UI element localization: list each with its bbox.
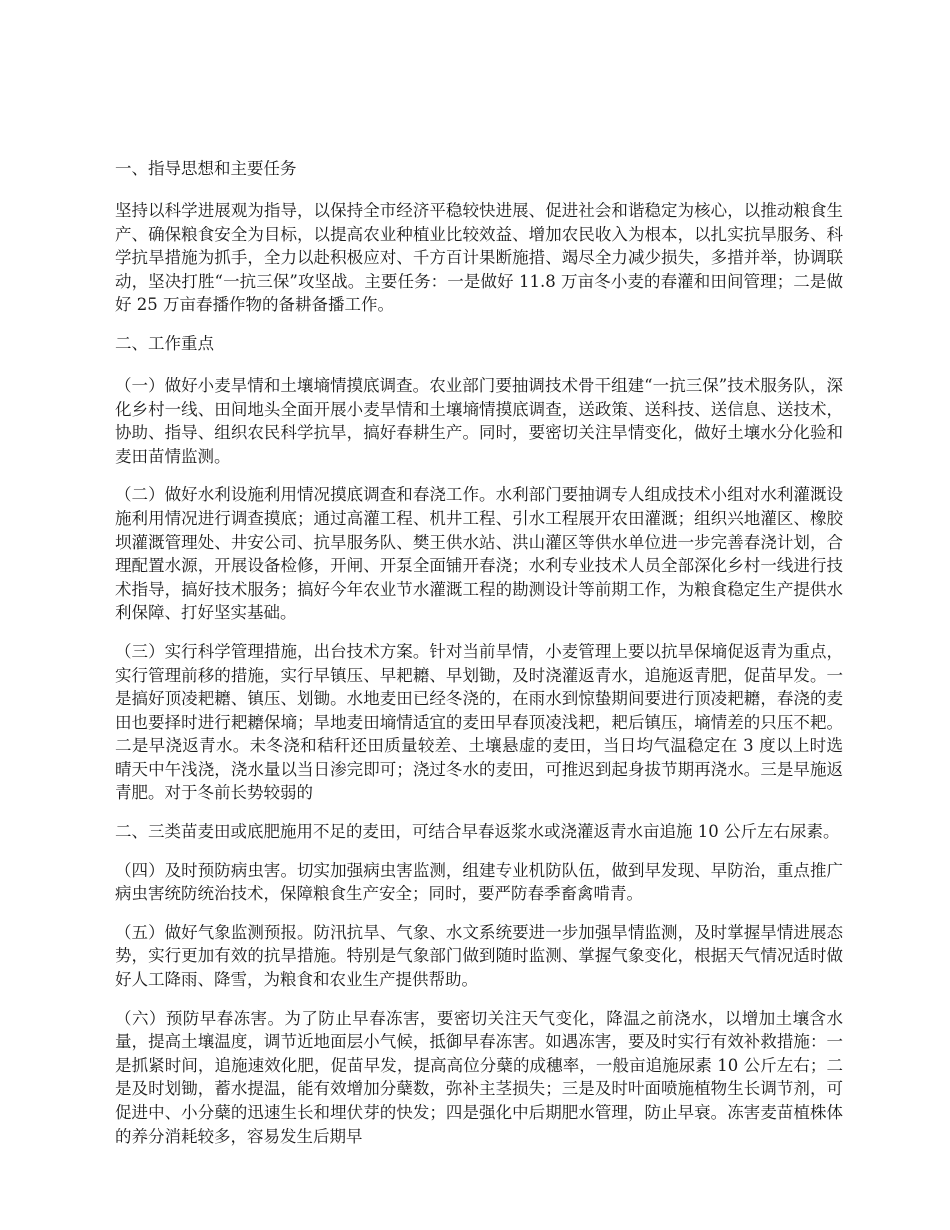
- paragraph-fertilizer-supplement: 二、三类苗麦田或底肥施用不足的麦田，可结合早春返浆水或浇灌返青水亩追施 10 公斤左右尿素。: [115, 822, 840, 842]
- section-heading-work-focus: 二、工作重点: [115, 333, 214, 353]
- paragraph-weather-monitoring: （五）做好气象监测预报。防汛抗旱、气象、水文系统要进一步加强旱情监测，及时掌握旱情进展态势，实行更加有效的抗旱措施。特别是气象部门做到随时监测、掌握气象变化，根据天气情况适时做好人工降雨、降雪，为粮食和农业生产提供帮助。: [115, 922, 843, 990]
- paragraph-wheat-drought-survey: （一）做好小麦旱情和土壤墒情摸底调查。农业部门要抽调技术骨干组建“一抗三保”技术服务队，深化乡村一线、田间地头全面开展小麦旱情和土壤墒情摸底调查，送政策、送科技、送信息、送技术，协助、指导、组织农民科学抗旱，搞好春耕生产。同时，要密切关注旱情变化，做好土壤水分化验和麦田苗情监测。: [115, 375, 843, 466]
- document-page: [115, 157, 843, 1163]
- section-heading-guiding-ideology: 一、指导思想和主要任务: [115, 159, 297, 178]
- paragraph-pest-prevention: （四）及时预防病虫害。切实加强病虫害监测，组建专业机防队伍，做到早发现、早防治，重点推广病虫害统防统治技术，保障粮食生产安全；同时，要严防春季畜禽啃青。: [115, 860, 843, 904]
- paragraph-scientific-management: （三）实行科学管理措施，出台技术方案。针对当前旱情，小麦管理上要以抗旱保墒促返青为重点，实行管理前移的措施，实行早镇压、早耙耱、早划锄，及时浇灌返青水，追施返青肥，促苗早发。一是搞好顶凌耙耱、镇压、划锄。水地麦田已经冬浇的，在雨水到惊蛰期间要进行顶凌耙耱，春浇的麦田也要择时进行耙耱保墒；旱地麦田墒情适宜的麦田早春顶凌浅耙，耙后镇压，墒情差的只压不耙。二是早浇返青水。未冬浇和秸秆还田质量较差、土壤悬虚的麦田，当日均气温稳定在 3 度以上时选晴天中午浅浇，浇水量以当日渗完即可；浇过冬水的麦田，可推迟到起身拔节期再浇水。三是早施返青肥。对于冬前长势较弱的: [115, 641, 843, 803]
- paragraph-water-facilities-survey: （二）做好水利设施利用情况摸底调查和春浇工作。水利部门要抽调专人组成技术小组对水利灌溉设施利用情况进行调查摸底；通过高灌工程、机井工程、引水工程展开农田灌溉；组织兴地灌区、橡胶坝灌溉管理处、井安公司、抗旱服务队、樊王供水站、洪山灌区等供水单位进一步完善春浇计划，合理配置水源，开展设备检修，开闸、开泵全面铺开春浇；水利专业技术人员全部深化乡村一线进行技术指导，搞好技术服务；搞好今年农业节水灌溉工程的勘测设计等前期工作，为粮食稳定生产提供水利保障、打好坚实基础。: [115, 485, 843, 623]
- paragraph-frost-prevention: （六）预防早春冻害。为了防止早春冻害，要密切关注天气变化，降温之前浇水，以增加土壤含水量，提高土壤温度，调节近地面层小气候，抵御早春冻害。如遇冻害，要及时实行有效补救措施：一是抓紧时间，追施速效化肥，促苗早发，提高高位分蘖的成穗率，一般亩追施尿素 10 公斤左右；二是及时划锄，蓄水提温，能有效增加分蘖数，弥补主茎损失；三是及时叶面喷施植物生长调节剂，可促进中、小分蘖的迅速生长和埋伏芽的快发；四是强化中后期肥水管理，防止早衰。冻害麦苗植株体的养分消耗较多，容易发生后期早: [115, 1008, 843, 1146]
- paragraph-guiding-ideology: 坚持以科学进展观为指导，以保持全市经济平稳较快进展、促进社会和谐稳定为核心，以推动粮食生产、确保粮食安全为目标，以提高农业种植业比较效益、增加农民收入为根本，以扎实抗旱服务、科学抗旱措施为抓手，全力以赴积极应对、千方百计果断施措、竭尽全力减少损失，多措并举，协调联动，坚决打胜“一抗三保”攻坚战。主要任务：一是做好 11.8 万亩冬小麦的春灌和田间管理；二是做好 25 万亩春播作物的备耕备播工作。: [115, 201, 843, 315]
